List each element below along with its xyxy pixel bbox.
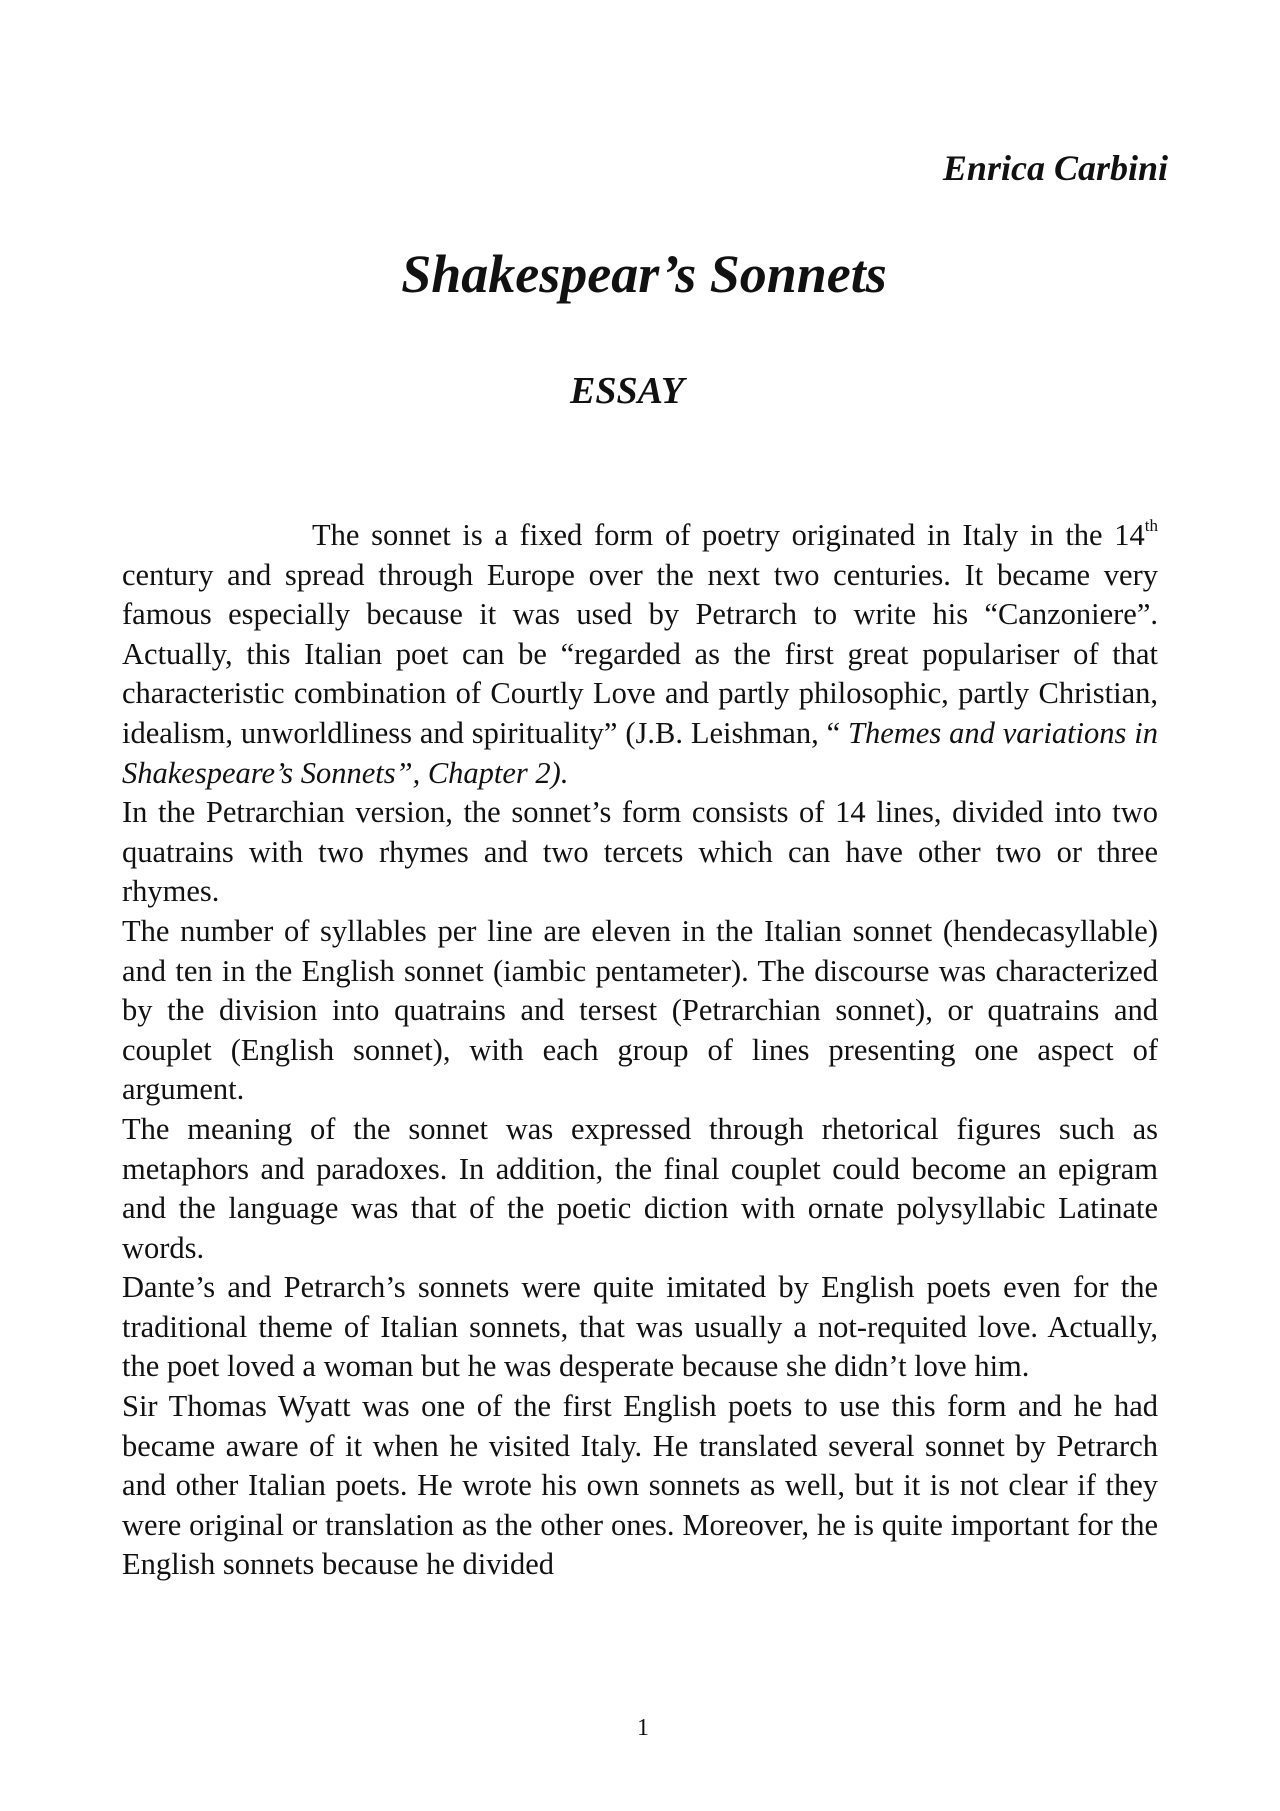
paragraph-intro <box>122 516 1158 793</box>
paragraph-intro-text-a: The sonnet is a fixed form of poetry originated in Italy in the 14 <box>312 518 1145 552</box>
paragraph-intro-text-b: century and spread through Europe over the next two centuries. It became very famous especially because it was used by Petrarch to write his “Canzoniere”. Actually, this Italian poet can be “regarded as the first great populariser of that characteristic combination of Courtly Love and partly philosophic, partly Christian, idealism, unworldliness and spirituality” (J.B. Leishman, “ <box>122 557 1158 750</box>
paragraph-wyatt: Sir Thomas Wyatt was one of the first English poets to use this form and he had became aware of it when he visited Italy. He translated several sonnet by Petrarch and other Italian poets. He wrote his own sonnets as well, but it is not clear if they were original or translation as the other ones. Moreover, he is quite important for the English sonnets because he divided <box>122 1389 1158 1582</box>
document-title: Shakespear’s Sonnets <box>401 244 887 304</box>
ordinal-suffix: th <box>1144 516 1158 535</box>
paragraph-petrarchian-form: In the Petrarchian version, the sonnet’s form consists of 14 lines, divided into two quatrains with two rhymes and two tercets which can have other two or three rhymes. <box>122 795 1158 909</box>
paragraph-imitation: Dante’s and Petrarch’s sonnets were quite imitated by English poets even for the traditional theme of Italian sonnets, that was usually a not-requited love. Actually, the poet loved a woman but he was desperate because she didn’t love him. <box>122 1270 1158 1384</box>
essay-body <box>122 516 1158 1585</box>
author-name: Enrica Carbini <box>942 148 1168 188</box>
citation-title: Themes and variations in Shakespeare’s Sonnets”, Chapter 2). <box>122 715 1158 790</box>
page-number: 1 <box>637 1715 649 1741</box>
document-subtitle: ESSAY <box>570 370 685 412</box>
paragraph-meaning: The meaning of the sonnet was expressed through rhetorical figures such as metaphors and paradoxes. In addition, the final couplet could become an epigram and the language was that of the poetic diction with ornate polysyllabic Latinate words. <box>122 1111 1158 1265</box>
paragraph-syllables: The number of syllables per line are eleven in the Italian sonnet (hendecasyllable) and ten in the English sonnet (iambic pentameter). The discourse was characterized by the division into quatrains and tersest (Petrarchian sonnet), or quatrains and couplet (English sonnet), with each group of lines presenting one aspect of argument. <box>122 913 1158 1107</box>
